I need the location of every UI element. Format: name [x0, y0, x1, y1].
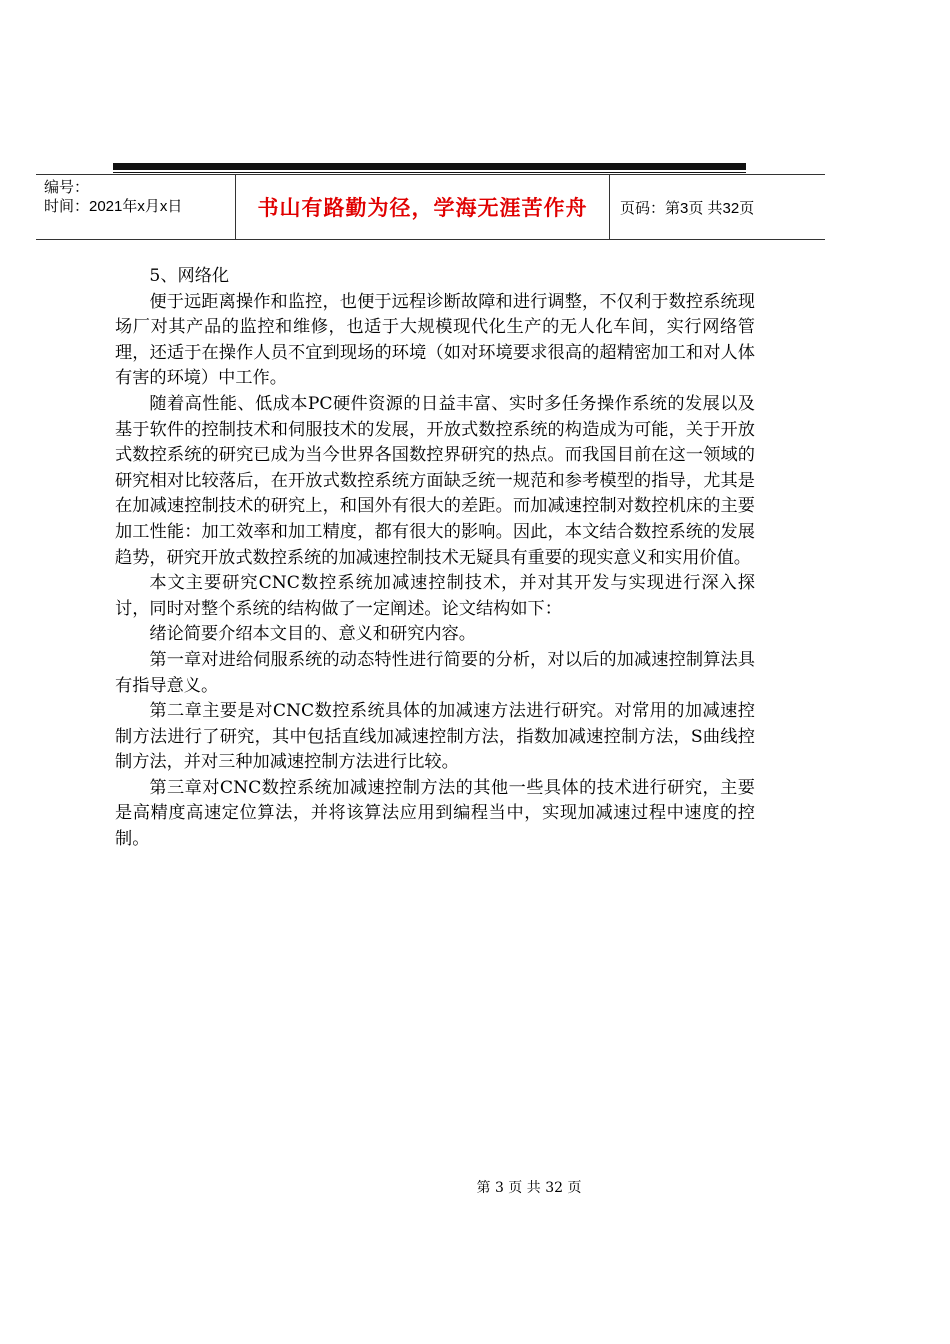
document-header [36, 174, 825, 240]
page-footer: 第 3 页 共 32 页 [476, 1180, 582, 1196]
body-paragraph: 随着高性能、低成本PC硬件资源的日益丰富、实时多任务操作系统的发展以及基于软件的控制技术和伺服技术的发展，开放式数控系统的构造成为可能，关于开放式数控系统的研究已成为当今世界各国数控界研究的热点。而我国目前在这一领域的研究相对比较落后，在开放式数控系统方面缺乏统一规范和参考模型的指导，尤其是在加减速控制技术的研究上，和国外有很大的差距。而加减速控制对数控机床的主要加工性能：加工效率和加工精度，都有很大的影响。因此，本文结合数控系统的发展趋势，研究开放式数控系统的加减速控制技术无疑具有重要的现实意义和实用价值。 [115, 393, 755, 568]
document-date: 时间：2021年x月x日 [44, 198, 183, 215]
header-motto: 书山有路勤为径，学海无涯苦作舟 [257, 196, 588, 220]
header-page-info: 页码：第3页 共32页 [620, 199, 755, 217]
document-number-label: 编号： [44, 179, 90, 196]
body-paragraph: 绪论简要介绍本文目的、意义和研究内容。 [149, 624, 476, 645]
body-paragraph: 第二章主要是对CNC数控系统具体的加减速方法进行研究。对常用的加减速控制方法进行了研究，其中包括直线加减速控制方法，指数加减速控制方法，S曲线控制方法，并对三种加减速控制方法进行比较。 [115, 701, 755, 773]
header-motto-cell [236, 175, 610, 239]
header-rule-thick [113, 163, 746, 170]
body-paragraph: 本文主要研究CNC数控系统加减速控制技术，并对其开发与实现进行深入探讨，同时对整个系统的结构做了一定阐述。论文结构如下： [115, 573, 755, 619]
body-paragraph: 第一章对进给伺服系统的动态特性进行简要的分析，对以后的加减速控制算法具有指导意义。 [115, 649, 755, 696]
header-meta-cell [36, 175, 236, 239]
body-paragraph: 第三章对CNC数控系统加减速控制方法的其他一些具体的技术进行研究，主要是高精度高速定位算法，并将该算法应用到编程当中，实现加减速过程中速度的控制。 [115, 777, 755, 850]
body-paragraph: 便于远距离操作和监控，也便于远程诊断故障和进行调整，不仅利于数控系统现场厂对其产品的监控和维修，也适于大规模现代化生产的无人化车间，实行网络管理，还适于在操作人员不宜到现场的环境（如对环境要求很高的超精密加工和对人体有害的环境）中工作。 [115, 291, 755, 389]
header-page-cell [610, 175, 825, 239]
document-body [115, 264, 755, 853]
header-rule-thin [113, 172, 746, 173]
section-heading: 5、网络化 [149, 266, 230, 286]
